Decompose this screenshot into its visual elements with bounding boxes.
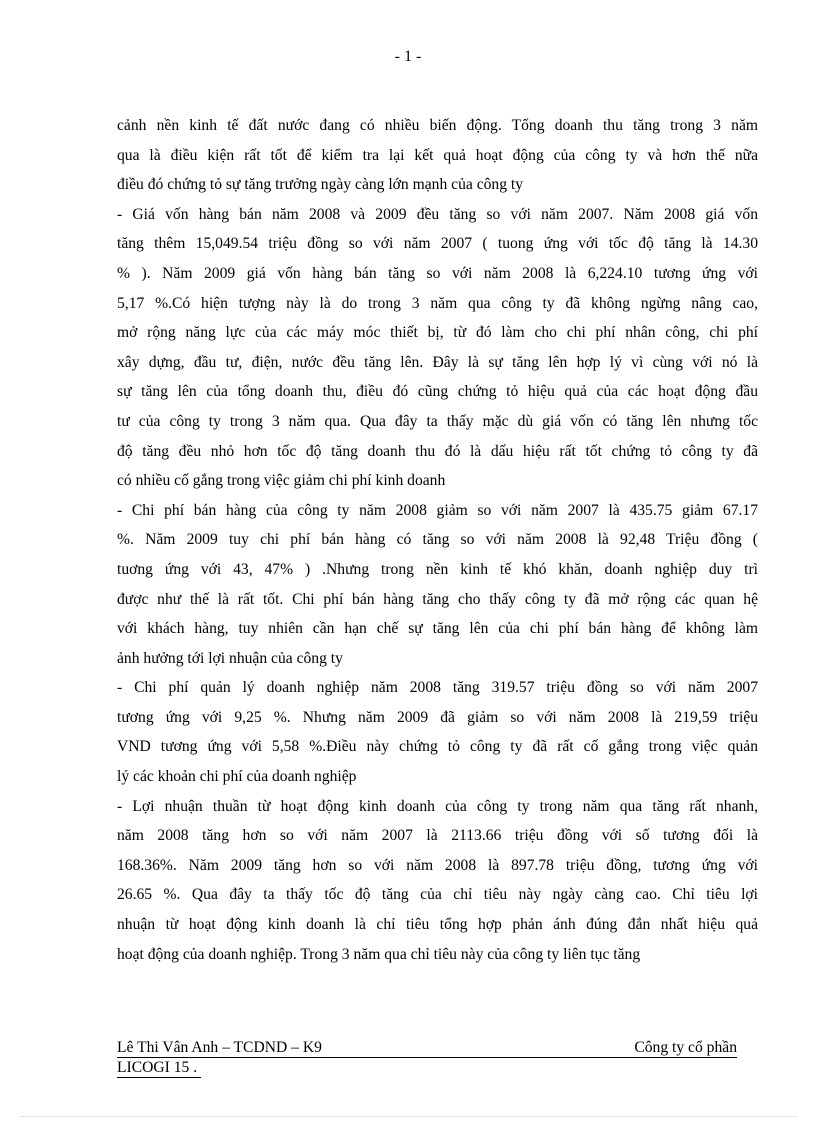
- footer-author: Lê Thi Vân Anh – TCDND – K9: [117, 1039, 322, 1056]
- text-line: cảnh nền kinh tế đất nước đang có nhiều biến động. Tổng doanh thu tăng trong 3 năm: [117, 117, 758, 134]
- text-line: với khách hàng, tuy nhiên cần hạn chế sự tăng lên của chi phí bán hàng để không làm: [117, 620, 758, 638]
- text-line: được như thế là rất tốt. Chi phí bán hàng tăng cho thấy công ty đã mở rộng các quan hệ: [117, 590, 758, 608]
- footer-company: Công ty cổ phần: [634, 1039, 737, 1056]
- page-footer: [117, 1038, 737, 1078]
- text-line: tương ứng với 9,25 %. Nhưng năm 2009 đã giảm so với năm 2008 là 219,59 triệu: [117, 708, 758, 726]
- text-line: năm 2008 tăng hơn so với năm 2007 là 2113.66 triệu đồng với số tương đối là: [117, 827, 758, 845]
- text-line: xây dựng, đầu tư, điện, nước đều tăng lên. Đây là sự tăng lên hợp lý vì cùng với nó là: [117, 353, 758, 371]
- text-line: %. Năm 2009 tuy chi phí bán hàng có tăng so với năm 2008 là 92,48 Triệu đồng (: [117, 531, 758, 549]
- text-line: VND tương ứng với 5,58 %.Điều này chứng tỏ công ty đã rất cố gắng trong việc quản: [117, 738, 758, 756]
- text-line: tư của công ty trong 3 năm qua. Qua đây ta thấy mặc dù giá vốn có tăng lên nhưng tốc: [117, 412, 758, 430]
- text-line: lý các khoản chi phí của doanh nghiệp: [117, 768, 357, 786]
- text-line: độ tăng đều nhỏ hơn tốc độ tăng doanh thu đó là dấu hiệu rất tốt chứng tỏ công ty đã: [117, 442, 758, 460]
- text-line: - Giá vốn hàng bán năm 2008 và 2009 đều tăng so với năm 2007. Năm 2008 giá vốn: [117, 205, 758, 223]
- text-line: - Chi phí quản lý doanh nghiệp năm 2008 tăng 319.57 triệu đồng so với năm 2007: [117, 679, 758, 697]
- text-line: 168.36%. Năm 2009 tăng hơn so với năm 2008 là 897.78 triệu đồng, tương ứng với: [117, 856, 758, 874]
- text-line: mở rộng năng lực của các máy móc thiết bị, từ đó làm cho chi phí nhân công, chi phí: [117, 324, 758, 342]
- text-line: nhuận từ hoạt động kinh doanh là chỉ tiêu tổng hợp phản ánh đúng đắn nhất hiệu quả: [117, 916, 758, 934]
- text-line: hoạt động của doanh nghiệp. Trong 3 năm qua chỉ tiêu này của công ty liên tục tăng: [117, 945, 641, 963]
- text-line: % ). Năm 2009 giá vốn hàng bán tăng so với năm 2008 là 6,224.10 tương ứng với: [117, 264, 758, 282]
- text-line: ảnh hưởng tới lợi nhuận của công ty: [117, 649, 343, 667]
- text-line: điều đó chứng tỏ sự tăng trưởng ngày càng lớn mạnh của công ty: [117, 176, 524, 194]
- text-line: tuơng ứng với 43, 47% ) .Nhưng trong nền kinh tế khó khăn, doanh nghiệp duy trì: [117, 560, 758, 578]
- text-line: tăng thêm 15,049.54 triệu đồng so với năm 2007 ( tuong ứng với tốc độ tăng là 14.30: [117, 235, 758, 253]
- page-number: - 1 -: [394, 48, 422, 65]
- footer-company-name: LICOGI 15 .: [117, 1058, 201, 1078]
- text-line: qua là điều kiện rất tốt để kiểm tra lại kết quả hoạt động của công ty và hơn thế nữa: [117, 146, 758, 164]
- document-body: [117, 113, 758, 971]
- text-line: sự tăng lên của tổng doanh thu, điều đó cũng chứng tỏ hiệu quả của các hoạt động đầu: [117, 383, 758, 401]
- text-line: 5,17 %.Có hiện tượng này là do trong 3 năm qua công ty đã không ngừng nâng cao,: [117, 294, 758, 312]
- text-line: có nhiều cố gắng trong việc giảm chi phí kinh doanh: [117, 472, 446, 490]
- page-bottom-divider: [20, 1116, 796, 1117]
- text-line: - Chi phí bán hàng của công ty năm 2008 giảm so với năm 2007 là 435.75 giảm 67.17: [117, 501, 758, 519]
- text-line: 26.65 %. Qua đây ta thấy tốc độ tăng của chỉ tiêu này ngày càng cao. Chỉ tiêu lợi: [117, 886, 758, 904]
- text-line: - Lợi nhuận thuần từ hoạt động kinh doanh của công ty trong năm qua tăng rất nhanh,: [117, 797, 758, 815]
